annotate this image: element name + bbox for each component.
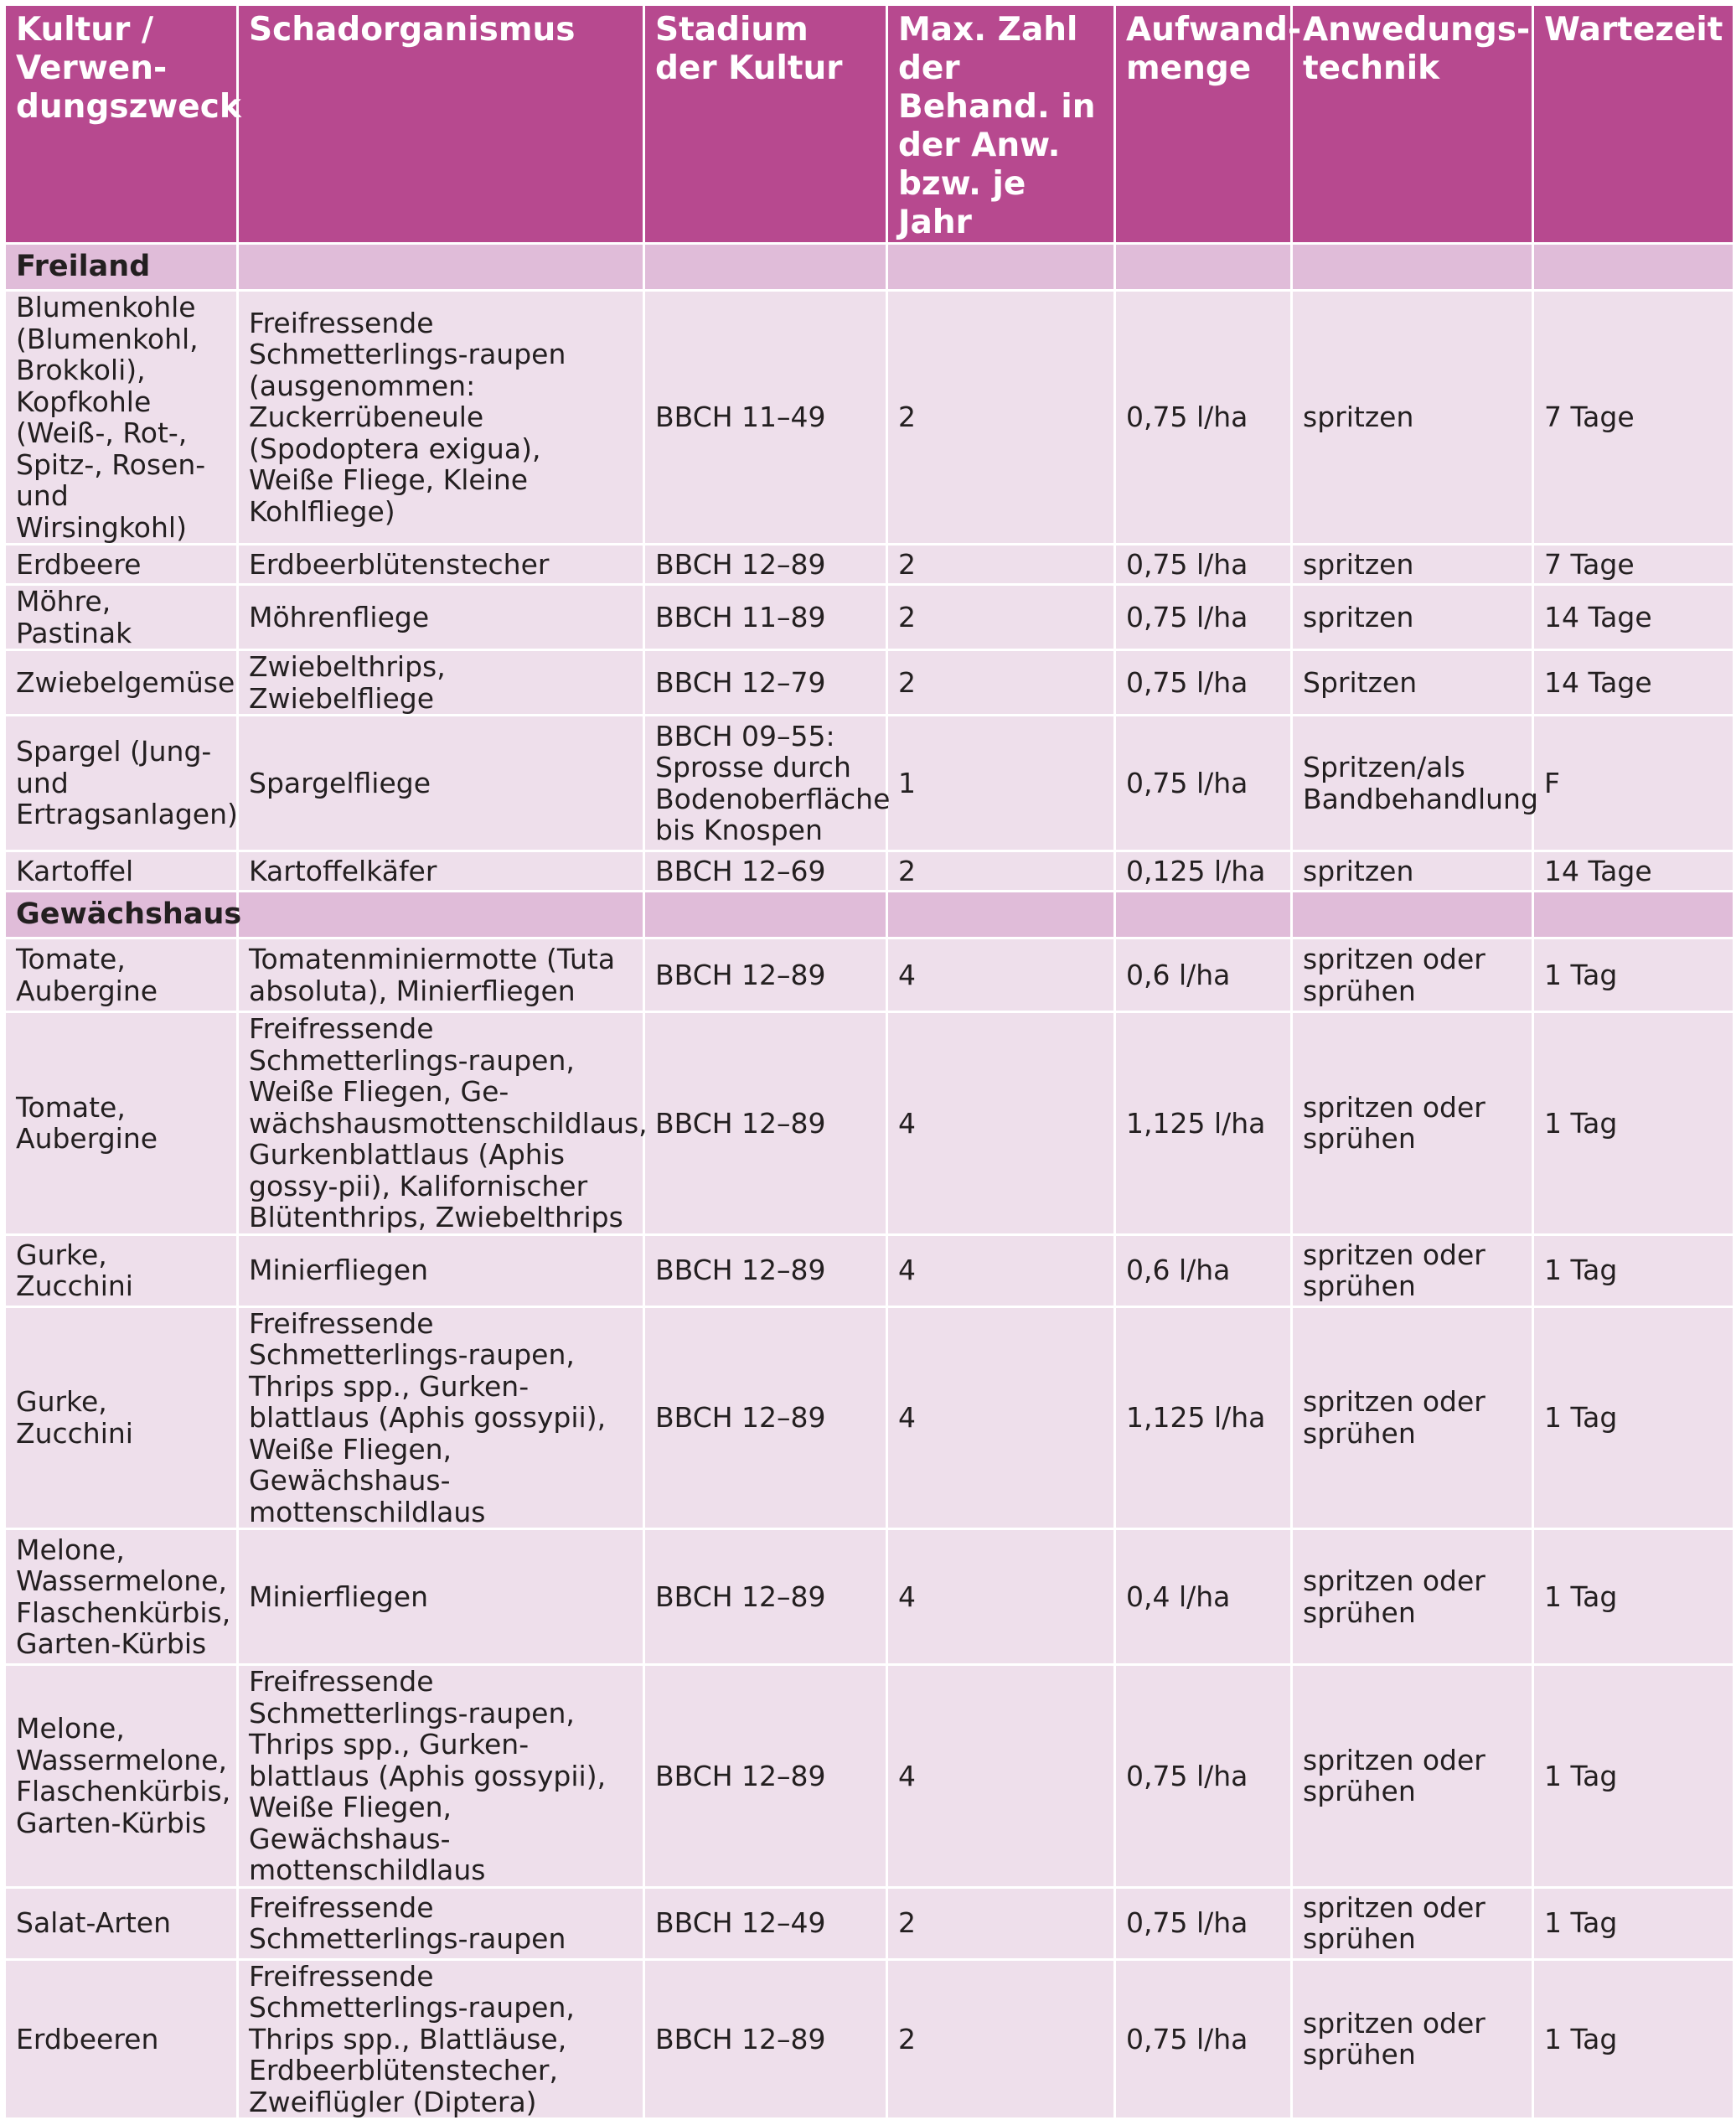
cell-schadorganismus: Freifressende Schmetterlings-raupen (ausgenommen: Zuckerrübeneule (Spodoptera exigua), Weiße Fliege, Kleine Kohlfliege)	[238, 291, 644, 545]
cell-schadorganismus: Zwiebelthrips, Zwiebelfliege	[238, 650, 644, 716]
cell-technik: spritzen oder sprühen	[1292, 1306, 1533, 1529]
cell-stadium: BBCH 11–89	[644, 585, 887, 650]
cell-stadium: BBCH 12–79	[644, 650, 887, 716]
cell-max: 4	[887, 938, 1115, 1012]
cell-max: 2	[887, 650, 1115, 716]
cell-kultur: Melone, Wassermelone, Flaschenkürbis, Garten-Kürbis	[5, 1665, 238, 1888]
cell-schadorganismus: Kartoffelkäfer	[238, 851, 644, 892]
cell-wartezeit: 14 Tage	[1533, 650, 1734, 716]
cell-menge: 0,75 l/ha	[1115, 650, 1292, 716]
cell-technik: spritzen	[1292, 851, 1533, 892]
header-aufwandmenge: Aufwand-menge	[1115, 5, 1292, 244]
cell-stadium: BBCH 12–89	[644, 1529, 887, 1665]
cell-stadium: BBCH 12–89	[644, 1012, 887, 1235]
cell-wartezeit: 1 Tag	[1533, 1529, 1734, 1665]
section-row-gewaechshaus	[5, 892, 1734, 938]
cell-kultur: Salat-Arten	[5, 1887, 238, 1959]
header-schadorganismus: Schadorganismus	[238, 5, 644, 244]
cell-max: 2	[887, 1959, 1115, 2119]
cell-kultur: Gurke, Zucchini	[5, 1234, 238, 1306]
cell-technik: spritzen oder sprühen	[1292, 1529, 1533, 1665]
cell-kultur: Erdbeeren	[5, 1959, 238, 2119]
cell-wartezeit: 14 Tage	[1533, 585, 1734, 650]
cell-kultur: Möhre, Pastinak	[5, 585, 238, 650]
cell-schadorganismus: Möhrenfliege	[238, 585, 644, 650]
cell-stadium: BBCH 12–69	[644, 851, 887, 892]
cell-menge: 0,6 l/ha	[1115, 1234, 1292, 1306]
table-row	[5, 716, 1734, 851]
cell-stadium: BBCH 12–89	[644, 545, 887, 585]
cell-kultur: Melone, Wassermelone, Flaschenkürbis, Garten-Kürbis	[5, 1529, 238, 1665]
application-table	[3, 3, 1735, 2120]
cell-technik: spritzen oder sprühen	[1292, 1234, 1533, 1306]
cell-schadorganismus: Freifressende Schmetterlings-raupen, Weiße Fliegen, Ge-wächshausmottenschildlaus, Gurkenblattlaus (Aphis gossy-pii), Kalifornischer Blütenthrips, Zwiebelthrips	[238, 1012, 644, 1235]
table-row	[5, 851, 1734, 892]
cell-max: 1	[887, 716, 1115, 851]
cell-max: 2	[887, 585, 1115, 650]
cell-wartezeit: 1 Tag	[1533, 1887, 1734, 1959]
cell-menge: 0,75 l/ha	[1115, 291, 1292, 545]
cell-stadium: BBCH 12–89	[644, 1665, 887, 1888]
cell-max: 2	[887, 1887, 1115, 1959]
cell-menge: 0,75 l/ha	[1115, 1959, 1292, 2119]
cell-kultur: Gurke, Zucchini	[5, 1306, 238, 1529]
section-title: Gewächshaus	[5, 892, 238, 938]
cell-technik: spritzen	[1292, 291, 1533, 545]
cell-schadorganismus: Minierfliegen	[238, 1234, 644, 1306]
table-row	[5, 291, 1734, 545]
cell-max: 4	[887, 1529, 1115, 1665]
cell-menge: 0,75 l/ha	[1115, 545, 1292, 585]
cell-wartezeit: 1 Tag	[1533, 938, 1734, 1012]
cell-wartezeit: 1 Tag	[1533, 1665, 1734, 1888]
header-wartezeit: Wartezeit	[1533, 5, 1734, 244]
cell-wartezeit: 1 Tag	[1533, 1234, 1734, 1306]
cell-technik: Spritzen/als Bandbehandlung	[1292, 716, 1533, 851]
cell-stadium: BBCH 12–49	[644, 1887, 887, 1959]
cell-wartezeit: 1 Tag	[1533, 1306, 1734, 1529]
cell-kultur: Blumenkohle (Blumenkohl, Brokkoli), Kopfkohle (Weiß-, Rot-, Spitz-, Rosen- und Wirsingkohl)	[5, 291, 238, 545]
cell-stadium: BBCH 12–89	[644, 938, 887, 1012]
table-row	[5, 545, 1734, 585]
cell-max: 2	[887, 291, 1115, 545]
cell-kultur: Spargel (Jung- und Ertragsanlagen)	[5, 716, 238, 851]
cell-menge: 0,75 l/ha	[1115, 1887, 1292, 1959]
cell-kultur: Tomate, Aubergine	[5, 1012, 238, 1235]
cell-kultur: Kartoffel	[5, 851, 238, 892]
header-stadium: Stadium der Kultur	[644, 5, 887, 244]
header-row	[5, 5, 1734, 244]
table-row	[5, 1012, 1734, 1235]
header-anwendungstechnik: Anwedungs-technik	[1292, 5, 1533, 244]
cell-max: 2	[887, 545, 1115, 585]
cell-schadorganismus: Freifressende Schmetterlings-raupen	[238, 1887, 644, 1959]
cell-wartezeit: 7 Tage	[1533, 291, 1734, 545]
cell-stadium: BBCH 12–89	[644, 1234, 887, 1306]
header-kultur: Kultur / Verwen-dungszweck	[5, 5, 238, 244]
table-row	[5, 585, 1734, 650]
cell-schadorganismus: Minierfliegen	[238, 1529, 644, 1665]
cell-menge: 0,75 l/ha	[1115, 716, 1292, 851]
cell-wartezeit: 1 Tag	[1533, 1012, 1734, 1235]
section-title: Freiland	[5, 244, 238, 291]
header-max-behandlungen: Max. Zahl der Behand. in der Anw. bzw. je Jahr	[887, 5, 1115, 244]
table-row	[5, 1665, 1734, 1888]
table-row	[5, 1887, 1734, 1959]
cell-schadorganismus: Freifressende Schmetterlings-raupen, Thrips spp., Gurken-blattlaus (Aphis gossypii), Weiße Fliegen, Gewächshaus-mottenschildlaus	[238, 1665, 644, 1888]
cell-stadium: BBCH 11–49	[644, 291, 887, 545]
cell-technik: spritzen oder sprühen	[1292, 1887, 1533, 1959]
cell-menge: 0,6 l/ha	[1115, 938, 1292, 1012]
table-row	[5, 1529, 1734, 1665]
section-row-freiland	[5, 244, 1734, 291]
cell-menge: 0,4 l/ha	[1115, 1529, 1292, 1665]
cell-technik: spritzen	[1292, 545, 1533, 585]
cell-menge: 1,125 l/ha	[1115, 1306, 1292, 1529]
cell-max: 4	[887, 1012, 1115, 1235]
cell-technik: spritzen oder sprühen	[1292, 938, 1533, 1012]
cell-stadium: BBCH 12–89	[644, 1959, 887, 2119]
cell-max: 4	[887, 1306, 1115, 1529]
cell-wartezeit: 1 Tag	[1533, 1959, 1734, 2119]
table-row	[5, 1234, 1734, 1306]
cell-kultur: Tomate, Aubergine	[5, 938, 238, 1012]
cell-wartezeit: 14 Tage	[1533, 851, 1734, 892]
cell-schadorganismus: Freifressende Schmetterlings-raupen, Thrips spp., Gurken-blattlaus (Aphis gossypii), Weiße Fliegen, Gewächshaus-mottenschildlaus	[238, 1306, 644, 1529]
cell-kultur: Erdbeere	[5, 545, 238, 585]
cell-technik: Spritzen	[1292, 650, 1533, 716]
cell-technik: spritzen oder sprühen	[1292, 1012, 1533, 1235]
cell-schadorganismus: Erdbeerblütenstecher	[238, 545, 644, 585]
cell-schadorganismus: Freifressende Schmetterlings-raupen, Thrips spp., Blattläuse, Erdbeerblütenstecher, Zweiflügler (Diptera)	[238, 1959, 644, 2119]
cell-max: 4	[887, 1234, 1115, 1306]
cell-technik: spritzen	[1292, 585, 1533, 650]
cell-menge: 1,125 l/ha	[1115, 1012, 1292, 1235]
cell-menge: 0,125 l/ha	[1115, 851, 1292, 892]
cell-max: 4	[887, 1665, 1115, 1888]
table-row	[5, 938, 1734, 1012]
cell-technik: spritzen oder sprühen	[1292, 1665, 1533, 1888]
cell-schadorganismus: Tomatenminiermotte (Tuta absoluta), Minierfliegen	[238, 938, 644, 1012]
cell-kultur: Zwiebelgemüse	[5, 650, 238, 716]
cell-menge: 0,75 l/ha	[1115, 1665, 1292, 1888]
cell-menge: 0,75 l/ha	[1115, 585, 1292, 650]
cell-wartezeit: F	[1533, 716, 1734, 851]
table-row	[5, 1959, 1734, 2119]
cell-max: 2	[887, 851, 1115, 892]
cell-schadorganismus: Spargelfliege	[238, 716, 644, 851]
cell-wartezeit: 7 Tage	[1533, 545, 1734, 585]
cell-stadium: BBCH 12–89	[644, 1306, 887, 1529]
table-row	[5, 1306, 1734, 1529]
cell-technik: spritzen oder sprühen	[1292, 1959, 1533, 2119]
cell-stadium: BBCH 09–55: Sprosse durch Bodenoberfläche bis Knospen	[644, 716, 887, 851]
table-row	[5, 650, 1734, 716]
